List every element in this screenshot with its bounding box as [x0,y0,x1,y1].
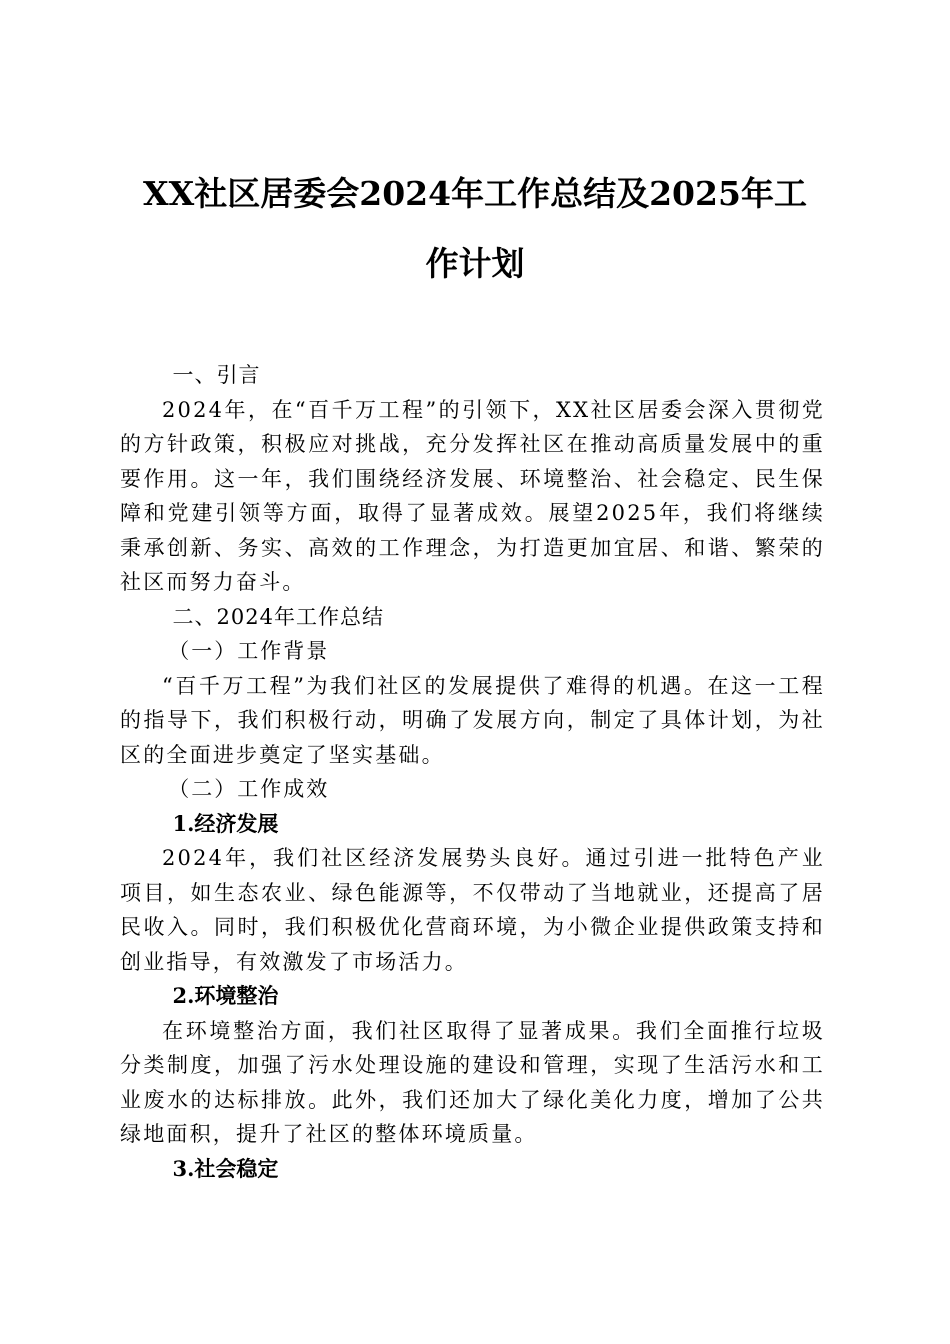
item-heading-environment: 2.环境整治 [172,983,279,1008]
section-heading-intro: 一、引言 [172,363,261,387]
paragraph-environment: 在环境整治方面，我们社区取得了显著成果。我们全面推行垃圾分类制度，加强了污水处理设施的建设和管理，实现了生活污水和工业废水的达标排放。此外，我们还加大了绿化美化力度，增加了公共绿地面积，提升了社区的整体环境质量。 [120,1018,825,1146]
paragraph-economy: 2024年，我们社区经济发展势头良好。通过引进一批特色产业项目，如生态农业、绿色能源等，不仅带动了当地就业，还提高了居民收入。同时，我们积极优化营商环境，为小微企业提供政策支持和创业指导，有效激发了市场活力。 [120,846,825,974]
document-title-line-1: XX社区居委会2024年工作总结及2025年工 [143,174,807,213]
document-body [120,358,825,1186]
item-heading-economy: 1.经济发展 [172,810,279,836]
item-heading-stability: 3.社会稳定 [172,1155,279,1181]
document-title-line-2: 作计划 [425,244,525,283]
section-heading-summary: 二、2024年工作总结 [172,604,384,629]
subsection-heading-achievements: （二）工作成效 [168,777,330,801]
subsection-heading-background: （一）工作背景 [168,639,330,663]
paragraph-background: “百千万工程”为我们社区的发展提供了难得的机遇。在这一工程的指导下，我们积极行动，明确了发展方向，制定了具体计划，为社区的全面进步奠定了坚实基础。 [120,673,825,767]
paragraph-intro: 2024年，在“百千万工程”的引领下，XX社区居委会深入贯彻党的方针政策，积极应对挑战，充分发挥社区在推动高质量发展中的重要作用。这一年，我们围绕经济发展、环境整治、社会稳定、民生保障和党建引领等方面，取得了显著成效。展望2025年，我们将继续秉承创新、务实、高效的工作理念，为打造更加宜居、和谐、繁荣的社区而努力奋斗。 [120,397,825,594]
